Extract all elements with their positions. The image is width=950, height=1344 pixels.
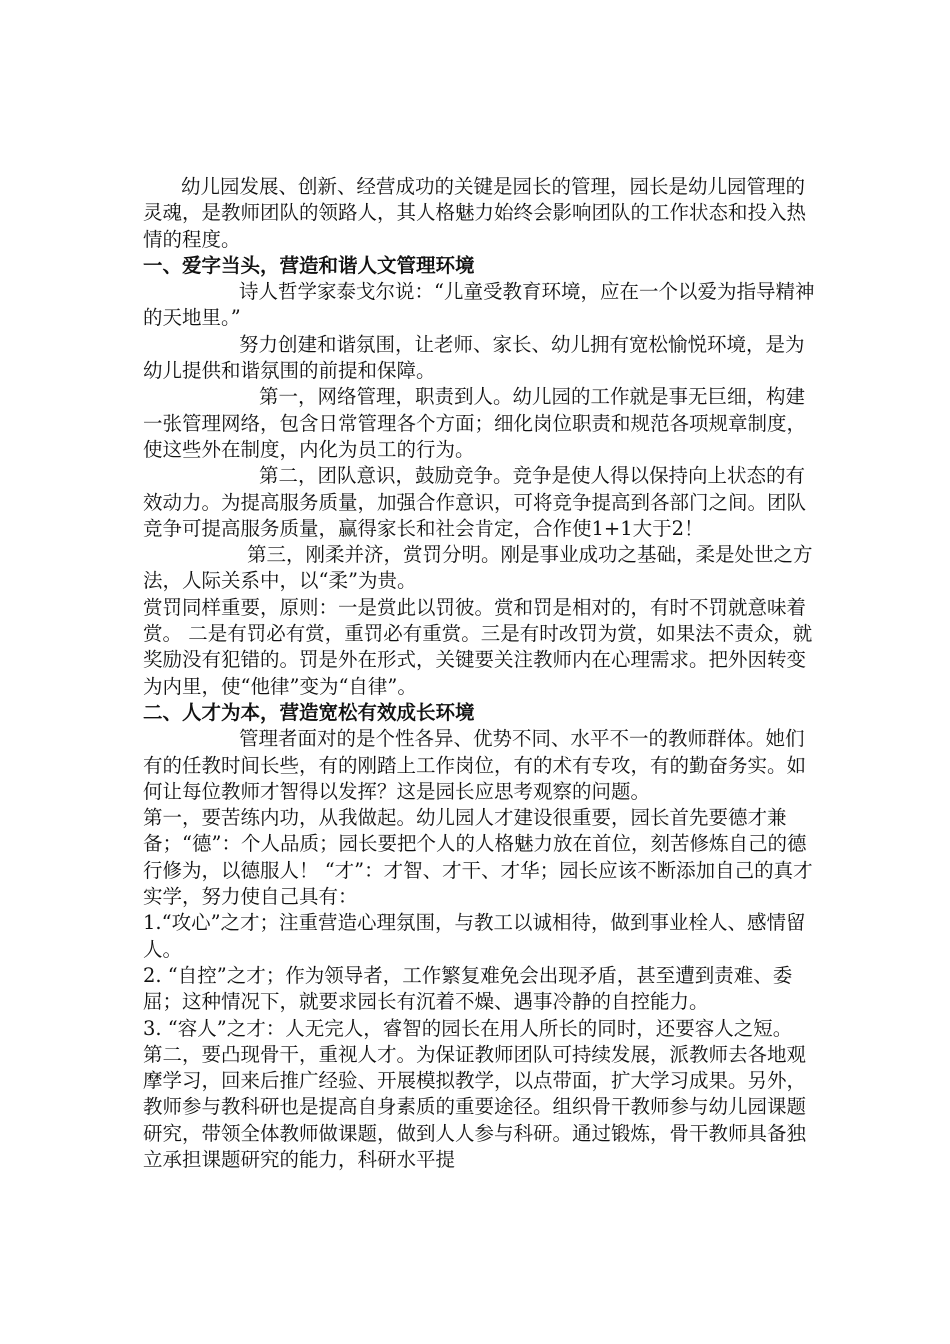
section-2-list-item-2: 2. “自控”之才；作为领导者，工作繁复难免会出现矛盾，甚至遭到责难、委屈；这种情况下，就要求园长有沉着不燥、遇事冷静的自控能力。 [143,963,793,1014]
section-2-paragraph-3: 第二，要凸现骨干，重视人才。为保证教师团队可持续发展，派教师去各地观摩学习，回来后推广经验、开展模拟教学，以点带面，扩大学习成果。另外，教师参与教科研也是提高自身素质的重要途径。组织骨干教师参与幼儿园课题研究，带领全体教师做课题，做到人人参与科研。通过锻炼，骨干教师具备独立承担课题研究的能力，科研水平提 [143,1042,807,1171]
section-1-paragraph-3: 第一，网络管理，职责到人。幼儿园的工作就是事无巨细，构建一张管理网络，包含日常管理各个方面；细化岗位职责和规范各项规章制度，使这些外在制度，内化为员工的行为。 [143,385,807,461]
section-1-paragraph-2: 努力创建和谐氛围，让老师、家长、幼儿拥有宽松愉悦环境，是为幼儿提供和谐氛围的前提和保障。 [143,332,805,383]
section-2-list-item-1: 1.“攻心”之才；注重营造心理氛围，与教工以诚相待，做到事业栓人、感情留人。 [143,911,806,961]
section-1-paragraph-6: 赏罚同样重要，原则：一是赏此以罚彼。赏和罚是相对的，有时不罚就意味着赏。 二是有罚必有赏，重罚必有重赏。三是有时改罚为赏，如果法不责众，就奖励没有犯错的。罚是外在形式，关键要关注教师内在心理需求。把外因转变为内里，使“他律”变为“自律”。 [143,595,813,698]
section-2-paragraph-1: 管理者面对的是个性各异、优势不同、水平不一的教师群体。她们有的任教时间长些，有的刚踏上工作岗位，有的术有专攻，有的勤奋务实。如何让每位教师才智得以发挥？这是园长应思考观察的问题。 [143,727,807,803]
section-2-paragraph-2: 第一，要苦练内功，从我做起。幼儿园人才建设很重要，园长首先要德才兼备；“德”：个人品质；园长要把个人的人格魅力放在首位，刻苦修炼自己的德行修为，以德服人！ “才”：才智、才干、才华；园长应该不断添加自己的真才实学，努力使自己具有： [143,806,813,909]
document-body [143,174,823,1173]
section-1-paragraph-5: 第三，刚柔并济，赏罚分明。刚是事业成功之基础，柔是处世之方法，人际关系中，以“柔”为贵。 [143,543,813,593]
section-1-paragraph-4: 第二，团队意识，鼓励竞争。竞争是使人得以保持向上状态的有效动力。为提高服务质量，加强合作意识，可将竞争提高到各部门之间。团队竞争可提高服务质量，赢得家长和社会肯定，合作使1+1大于2！ [143,464,807,540]
section-1-paragraph-1: 诗人哲学家泰戈尔说：“儿童受教育环境，应在一个以爱为指导精神的天地里。” [143,280,815,330]
section-1-heading: 一、爱字当头，营造和谐人文管理环境 [143,253,475,277]
section-2-heading: 二、人才为本，营造宽松有效成长环境 [143,700,475,724]
section-2-list-item-3: 3. “容人”之才：人无完人，睿智的园长在用人所长的同时，还要容人之短。 [143,1016,793,1040]
intro-paragraph: 幼儿园发展、创新、经营成功的关键是园长的管理，园长是幼儿园管理的灵魂，是教师团队的领路人，其人格魅力始终会影响团队的工作状态和投入热情的程度。 [143,175,807,251]
